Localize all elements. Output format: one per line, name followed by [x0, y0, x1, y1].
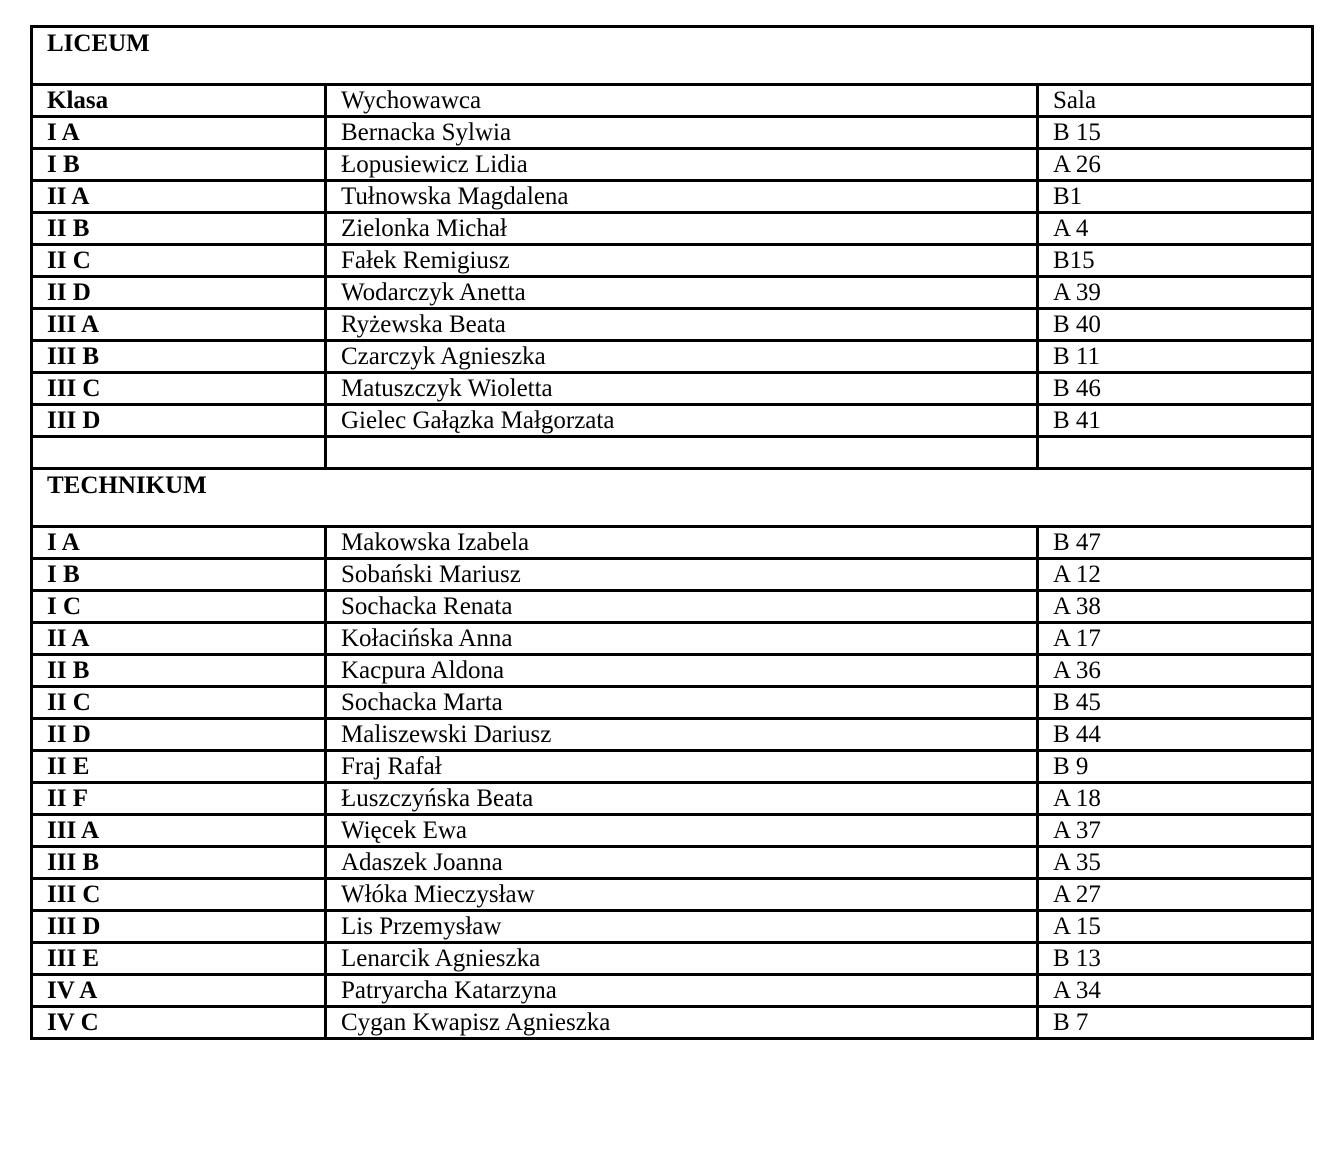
wychowawca-cell: Fraj Rafał [326, 751, 1038, 783]
wychowawca-cell: Maliszewski Dariusz [326, 719, 1038, 751]
sala-cell: B 47 [1038, 527, 1313, 559]
wychowawca-cell: Matuszczyk Wioletta [326, 373, 1038, 405]
wychowawca-cell: Gielec Gałązka Małgorzata [326, 405, 1038, 437]
klasa-cell: III E [32, 943, 326, 975]
header-klasa: Klasa [32, 85, 326, 117]
header-wychowawca: Wychowawca [326, 85, 1038, 117]
klasa-cell: II E [32, 751, 326, 783]
klasa-cell: II D [32, 719, 326, 751]
table-row [32, 783, 1313, 815]
klasa-cell: IV C [32, 1007, 326, 1039]
table-row [32, 117, 1313, 149]
empty-row [32, 437, 1313, 469]
wychowawca-cell: Fałek Remigiusz [326, 245, 1038, 277]
table-row [32, 527, 1313, 559]
sala-cell: B 44 [1038, 719, 1313, 751]
table-row [32, 911, 1313, 943]
klasa-cell: III B [32, 847, 326, 879]
table-row [32, 975, 1313, 1007]
sala-cell: B 13 [1038, 943, 1313, 975]
wychowawca-cell: Włóka Mieczysław [326, 879, 1038, 911]
header-row [32, 85, 1313, 117]
table-row [32, 623, 1313, 655]
table-row [32, 815, 1313, 847]
wychowawca-cell: Łopusiewicz Lidia [326, 149, 1038, 181]
sala-cell: A 17 [1038, 623, 1313, 655]
table-row [32, 181, 1313, 213]
klasa-cell: III C [32, 879, 326, 911]
sala-cell: B 15 [1038, 117, 1313, 149]
sala-cell: B 40 [1038, 309, 1313, 341]
wychowawca-cell: Patryarcha Katarzyna [326, 975, 1038, 1007]
wychowawca-cell: Adaszek Joanna [326, 847, 1038, 879]
wychowawca-cell: Cygan Kwapisz Agnieszka [326, 1007, 1038, 1039]
sala-cell: A 26 [1038, 149, 1313, 181]
sala-cell: B 41 [1038, 405, 1313, 437]
klasa-cell: II A [32, 181, 326, 213]
wychowawca-cell: Wodarczyk Anetta [326, 277, 1038, 309]
wychowawca-cell: Zielonka Michał [326, 213, 1038, 245]
sala-cell: B 45 [1038, 687, 1313, 719]
klasa-cell: II C [32, 687, 326, 719]
table-row [32, 245, 1313, 277]
klasa-cell: III D [32, 911, 326, 943]
sala-cell: A 38 [1038, 591, 1313, 623]
table-row [32, 943, 1313, 975]
sala-cell: A 35 [1038, 847, 1313, 879]
klasa-cell: II B [32, 213, 326, 245]
sala-cell: A 34 [1038, 975, 1313, 1007]
sala-cell: A 15 [1038, 911, 1313, 943]
wychowawca-cell: Tułnowska Magdalena [326, 181, 1038, 213]
klasa-cell: I A [32, 117, 326, 149]
klasa-cell: III A [32, 815, 326, 847]
klasa-cell: I A [32, 527, 326, 559]
wychowawca-cell: Ryżewska Beata [326, 309, 1038, 341]
table-row [32, 719, 1313, 751]
wychowawca-cell: Lis Przemysław [326, 911, 1038, 943]
sala-cell: A 27 [1038, 879, 1313, 911]
wychowawca-cell: Makowska Izabela [326, 527, 1038, 559]
klasa-cell: II D [32, 277, 326, 309]
table-body [32, 27, 1313, 1039]
empty-cell [1038, 437, 1313, 469]
class-teacher-table [30, 25, 1314, 1040]
klasa-cell: III B [32, 341, 326, 373]
klasa-cell: I C [32, 591, 326, 623]
table-row [32, 879, 1313, 911]
table-row [32, 1007, 1313, 1039]
sala-cell: A 18 [1038, 783, 1313, 815]
section-row-technikum [32, 469, 1313, 527]
sala-cell: A 39 [1038, 277, 1313, 309]
table-row [32, 373, 1313, 405]
table-row [32, 687, 1313, 719]
empty-cell [32, 437, 326, 469]
klasa-cell: II B [32, 655, 326, 687]
table-row [32, 751, 1313, 783]
klasa-cell: III A [32, 309, 326, 341]
table-row [32, 277, 1313, 309]
sala-cell: B15 [1038, 245, 1313, 277]
section-title-liceum: LICEUM [32, 27, 1313, 85]
klasa-cell: III C [32, 373, 326, 405]
table-row [32, 847, 1313, 879]
sala-cell: B 7 [1038, 1007, 1313, 1039]
section-row-liceum [32, 27, 1313, 85]
table-row [32, 405, 1313, 437]
klasa-cell: III D [32, 405, 326, 437]
sala-cell: B 46 [1038, 373, 1313, 405]
wychowawca-cell: Więcek Ewa [326, 815, 1038, 847]
table-row [32, 149, 1313, 181]
klasa-cell: IV A [32, 975, 326, 1007]
sala-cell: A 37 [1038, 815, 1313, 847]
wychowawca-cell: Sobański Mariusz [326, 559, 1038, 591]
wychowawca-cell: Sochacka Renata [326, 591, 1038, 623]
wychowawca-cell: Sochacka Marta [326, 687, 1038, 719]
section-title-technikum: TECHNIKUM [32, 469, 1313, 527]
sala-cell: B1 [1038, 181, 1313, 213]
table-row [32, 213, 1313, 245]
wychowawca-cell: Łuszczyńska Beata [326, 783, 1038, 815]
wychowawca-cell: Kołacińska Anna [326, 623, 1038, 655]
header-sala: Sala [1038, 85, 1313, 117]
table-row [32, 655, 1313, 687]
klasa-cell: I B [32, 149, 326, 181]
wychowawca-cell: Bernacka Sylwia [326, 117, 1038, 149]
sala-cell: A 4 [1038, 213, 1313, 245]
klasa-cell: II F [32, 783, 326, 815]
empty-cell [326, 437, 1038, 469]
klasa-cell: II A [32, 623, 326, 655]
wychowawca-cell: Lenarcik Agnieszka [326, 943, 1038, 975]
wychowawca-cell: Czarczyk Agnieszka [326, 341, 1038, 373]
sala-cell: B 9 [1038, 751, 1313, 783]
table-row [32, 309, 1313, 341]
table-row [32, 341, 1313, 373]
wychowawca-cell: Kacpura Aldona [326, 655, 1038, 687]
sala-cell: B 11 [1038, 341, 1313, 373]
klasa-cell: II C [32, 245, 326, 277]
klasa-cell: I B [32, 559, 326, 591]
table-row [32, 559, 1313, 591]
sala-cell: A 36 [1038, 655, 1313, 687]
table-row [32, 591, 1313, 623]
sala-cell: A 12 [1038, 559, 1313, 591]
